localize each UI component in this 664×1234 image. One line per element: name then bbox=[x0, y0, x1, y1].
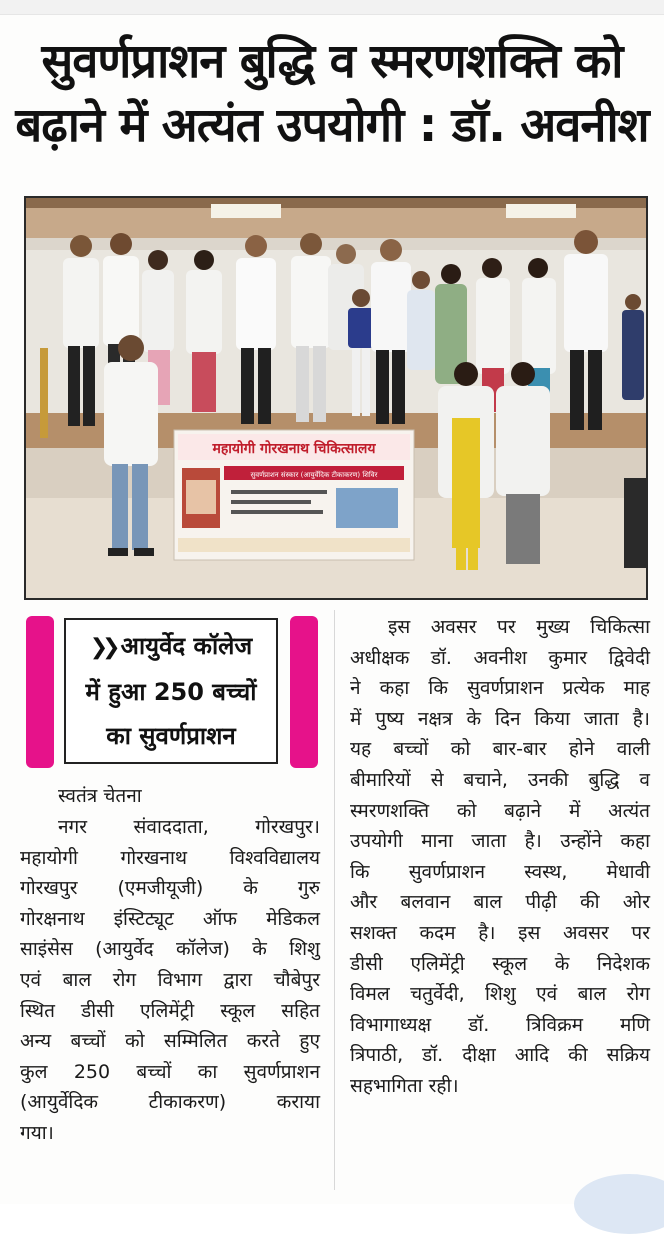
headline bbox=[10, 30, 654, 158]
article-line: सशक्त कदम है। इस अवसर पर bbox=[350, 921, 650, 944]
article-line: में पुष्य नक्षत्र के दिन किया जाता है। bbox=[350, 707, 650, 730]
headline-line-2: बढ़ाने में अत्यंत उपयोगी : डॉ. अवनीश bbox=[15, 98, 649, 153]
article-line: विभागाध्यक्ष डॉ. त्रिविक्रम मणि bbox=[350, 1013, 650, 1036]
article-column-right bbox=[350, 612, 650, 1102]
article-line: महायोगी गोरखनाथ विश्वविद्यालय bbox=[20, 846, 320, 869]
corner-decoration bbox=[574, 1174, 664, 1234]
banner-subtitle: सुवर्णप्राशन संस्कार (आयुर्वेदिक टीकाकरण) शिविर bbox=[250, 471, 378, 479]
column-divider bbox=[334, 610, 335, 1190]
article-line: नगर संवाददाता, गोरखपुर। bbox=[58, 816, 320, 838]
double-chevron-icon: ❯❯ bbox=[89, 635, 115, 660]
article-line: साइंसेस (आयुर्वेद कॉलेज) के शिशु bbox=[20, 938, 320, 961]
byline: स्वतंत्र चेतना bbox=[58, 785, 142, 807]
banner-title: महायोगी गोरखनाथ चिकित्सालय bbox=[212, 441, 376, 457]
article-line: स्मरणशक्ति को बढ़ाने में अत्यंत bbox=[350, 799, 650, 822]
article-line: बीमारियों से बचाने, उनकी बुद्धि व bbox=[350, 768, 650, 791]
sub-headline-line-1: आयुर्वेद कॉलेज bbox=[120, 632, 253, 660]
article-line: कि सुवर्णप्राशन स्वस्थ, मेधावी bbox=[350, 860, 650, 883]
accent-bar-right bbox=[290, 616, 318, 768]
accent-bar-left bbox=[26, 616, 54, 768]
news-photo bbox=[24, 196, 648, 600]
article-line: अन्य बच्चों को सम्मिलित करते हुए bbox=[20, 1030, 320, 1053]
article-line: उपयोगी माना जाता है। उन्होंने कहा bbox=[350, 830, 650, 853]
article-paragraph-1 bbox=[20, 812, 320, 1149]
article-line: गोरखपुर (एमजीयूजी) के गुरु bbox=[20, 877, 320, 900]
article-line: यह बच्चों को बार-बार होने वाली bbox=[350, 738, 650, 761]
top-strip bbox=[0, 0, 664, 15]
article-line: एवं बाल रोग विभाग द्वारा चौबेपुर bbox=[20, 968, 320, 991]
article-line: गया। bbox=[20, 1121, 54, 1144]
sub-headline-line-2: में हुआ 250 बच्चों bbox=[85, 678, 257, 706]
article-paragraph-2 bbox=[350, 612, 650, 1102]
headline-line-1: सुवर्णप्राशन बुद्धि व स्मरणशक्ति को bbox=[41, 34, 623, 89]
group-photo-illustration bbox=[26, 198, 646, 598]
article-line: सहभागिता रही। bbox=[350, 1074, 459, 1097]
article-line: अधीक्षक डॉ. अवनीश कुमार द्विवेदी bbox=[350, 646, 650, 669]
article-line: विमल चतुर्वेदी, शिशु एवं बाल रोग bbox=[350, 983, 650, 1006]
sub-headline-line-3: का सुवर्णप्राशन bbox=[106, 722, 236, 750]
article-line: स्थित डीसी एलिमेंट्री स्कूल सहित bbox=[20, 999, 320, 1022]
article-line: कुल 250 बच्चों का सुवर्णप्राशन bbox=[20, 1060, 320, 1083]
article-line: त्रिपाठी, डॉ. दीक्षा आदि की सक्रिय bbox=[350, 1044, 650, 1067]
sub-headline-box bbox=[26, 612, 318, 770]
sub-headline bbox=[64, 618, 278, 764]
article-column-left bbox=[20, 780, 320, 1149]
event-banner bbox=[174, 430, 414, 560]
article-line: (आयुर्वेदिक टीकाकरण) कराया bbox=[20, 1091, 320, 1114]
article-line: इस अवसर पर मुख्य चिकित्सा bbox=[388, 616, 650, 638]
article-line: ने कहा कि सुवर्णप्राशन प्रत्येक माह bbox=[350, 677, 650, 700]
article-line: डीसी एलिमेंट्री स्कूल के निदेशक bbox=[350, 952, 650, 975]
article-line: और बलवान बाल पीढ़ी की ओर bbox=[350, 891, 650, 914]
article-line: गोरक्षनाथ इंस्टिट्यूट ऑफ मेडिकल bbox=[20, 907, 320, 930]
